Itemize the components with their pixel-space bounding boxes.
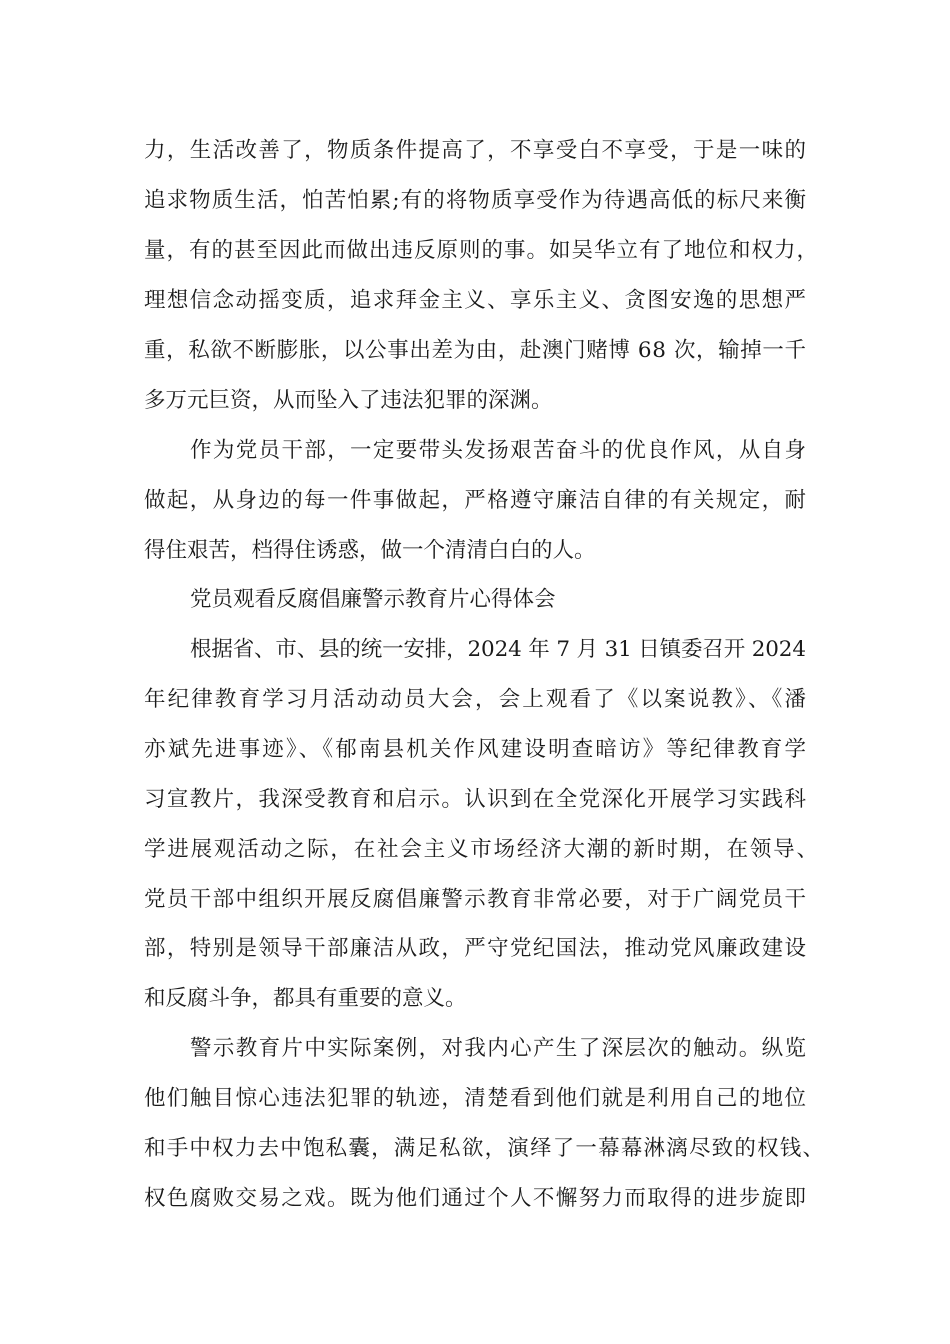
text-line: 重，私欲不断膨胀，以公事出差为由，赴澳门赌博 68 次，输掉一千 bbox=[144, 338, 807, 363]
text-line: 多万元巨资，从而坠入了违法犯罪的深渊。 bbox=[144, 388, 553, 413]
text-line: 量，有的甚至因此而做出违反原则的事。如吴华立有了地位和权力， bbox=[144, 238, 819, 263]
text-line: 年纪律教育学习月活动动员大会，会上观看了《以案说教》、《潘 bbox=[144, 687, 809, 712]
text-line: 权色腐败交易之戏。既为他们通过个人不懈努力而取得的进步旋即 bbox=[144, 1186, 808, 1211]
text-line: 理想信念动摇变质，追求拜金主义、享乐主义、贪图安逸的思想严 bbox=[144, 288, 808, 313]
paragraph-first-line: 根据省、市、县的统一安排，2024 年 7 月 31 日镇委召开 2024 bbox=[190, 637, 806, 662]
section-heading: 党员观看反腐倡廉警示教育片心得体会 bbox=[190, 587, 556, 612]
text-line: 部，特别是领导干部廉洁从政，严守党纪国法，推动党风廉政建设 bbox=[144, 936, 808, 961]
text-line: 习宣教片，我深受教育和启示。认识到在全党深化开展学习实践科 bbox=[144, 787, 808, 812]
paragraph-first-line: 警示教育片中实际案例，对我内心产生了深层次的触动。纵览 bbox=[190, 1036, 808, 1061]
text-line: 和手中权力去中饱私囊，满足私欲，演绎了一幕幕淋漓尽致的权钱、 bbox=[144, 1136, 826, 1161]
text-line: 得住艰苦，档得住诱惑，做一个清清白白的人。 bbox=[144, 538, 596, 563]
text-line: 党员干部中组织开展反腐倡廉警示教育非常必要，对于广阔党员干 bbox=[144, 887, 808, 912]
text-line: 追求物质生活，怕苦怕累;有的将物质享受作为待遇高低的标尺来衡 bbox=[144, 188, 808, 213]
text-line: 他们触目惊心违法犯罪的轨迹，清楚看到他们就是利用自己的地位 bbox=[144, 1086, 808, 1111]
text-line: 做起，从身边的每一件事做起，严格遵守廉洁自律的有关规定，耐 bbox=[144, 488, 808, 513]
text-line: 亦斌先进事迹》、《郁南县机关作风建设明查暗访》等纪律教育学 bbox=[144, 737, 809, 762]
text-line: 学进展观活动之际，在社会主义市场经济大潮的新时期，在领导、 bbox=[144, 837, 820, 862]
text-line: 和反腐斗争，都具有重要的意义。 bbox=[144, 986, 467, 1011]
paragraph-first-line: 作为党员干部，一定要带头发扬艰苦奋斗的优良作风，从自身 bbox=[190, 438, 808, 463]
text-line: 力，生活改善了，物质条件提高了，不享受白不享受，于是一味的 bbox=[144, 138, 808, 163]
